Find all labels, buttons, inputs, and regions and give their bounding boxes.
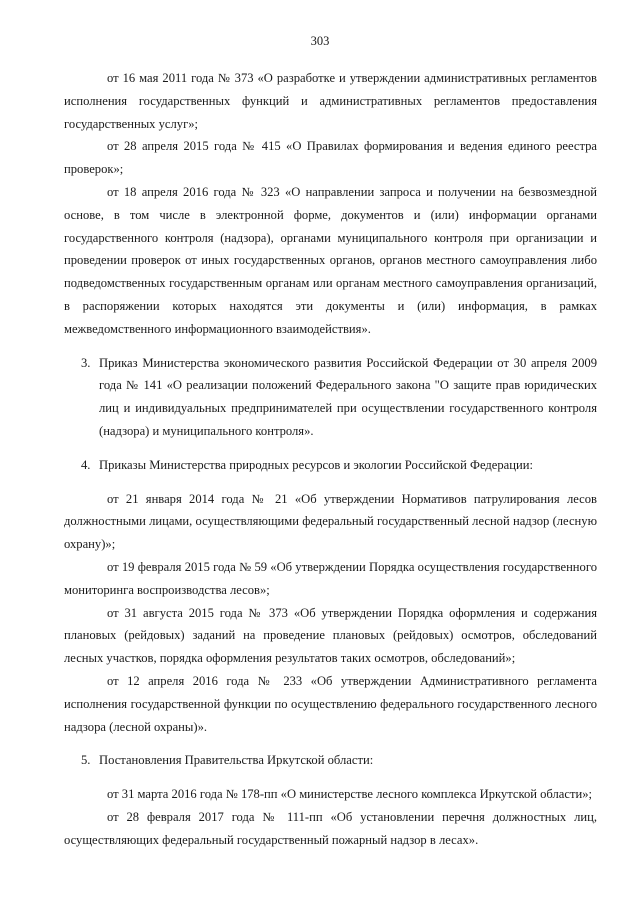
list-number: 4. bbox=[81, 457, 91, 472]
paragraph-resolution-178-2016: от 31 марта 2016 года № 178-пп «О министерстве лесного комплекса Иркутской области»; bbox=[107, 787, 593, 802]
list-item-5 bbox=[64, 749, 597, 772]
list-number: 5. bbox=[81, 753, 91, 768]
list-item-text: Постановления Правительства Иркутской области: bbox=[99, 753, 374, 768]
paragraph-order-373-2015: от 31 августа 2015 года № 373 «Об утверждении Порядка оформления и содержания плановых (рейдовых) заданий на проведение плановых (рейдовых) осмотров, обследований лесных участков, порядка оформления результатов таких осмотров, обследований»; bbox=[64, 605, 597, 666]
paragraph-resolution-111-2017: от 28 февраля 2017 года № 111-пп «Об установлении перечня должностных лиц, осуществляющих федеральный государственный пожарный надзор в лесах». bbox=[64, 809, 597, 847]
document-body bbox=[64, 67, 597, 852]
paragraph-order-59-2015: от 19 февраля 2015 года № 59 «Об утверждении Порядка осуществления государственного мониторинга воспроизводства лесов»; bbox=[64, 559, 597, 597]
list-item-3 bbox=[64, 352, 597, 443]
paragraph-order-415-2015: от 28 апреля 2015 года № 415 «О Правилах формирования и ведения единого реестра проверок»; bbox=[64, 139, 597, 177]
paragraph-order-233-2016: от 12 апреля 2016 года № 233 «Об утверждении Административного регламента исполнения государственной функции по осуществлению федерального государственного лесного надзора (лесной охраны)». bbox=[64, 673, 597, 734]
list-item-4 bbox=[64, 454, 597, 477]
list-number: 3. bbox=[81, 355, 91, 370]
list-item-text: Приказ Министерства экономического развития Российской Федерации от 30 апреля 2009 года № 141 «О реализации положений Федерального закона "О защите прав юридических лиц и индивидуальных предпринимателей при осуществлении государственного контроля (надзора) и муниципального контроля». bbox=[99, 355, 597, 438]
paragraph-order-21-2014: от 21 января 2014 года № 21 «Об утверждении Нормативов патрулирования лесов должностными лицами, осуществляющими федеральный государственный лесной надзор (лесную охрану)»; bbox=[64, 491, 597, 552]
page-number: 303 bbox=[310, 34, 330, 48]
paragraph-order-323-2016: от 18 апреля 2016 года № 323 «О направлении запроса и получении на безвозмездной основе, в том числе в электронной форме, документов и (или) информации органами государственного контроля (надзора), органами муниципального контроля при организации и проведении проверок от иных государственных органов, органов местного самоуправления либо подведомственных государственным органам или органам местного самоуправления организаций, в распоряжении которых находятся эти документы и (или) информация, в рамках межведомственного информационного взаимодействия». bbox=[64, 184, 597, 336]
list-item-text: Приказы Министерства природных ресурсов и экологии Российской Федерации: bbox=[99, 457, 533, 472]
paragraph-order-373-2011: от 16 мая 2011 года № 373 «О разработке и утверждении административных регламентов исполнения государственных функций и административных регламентов предоставления государственных услуг»; bbox=[64, 71, 597, 131]
